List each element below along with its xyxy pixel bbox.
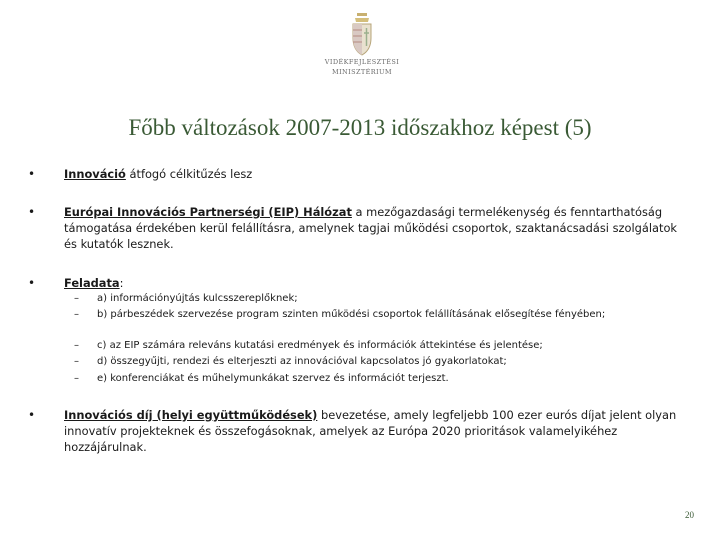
bullet-icon: • bbox=[28, 205, 36, 219]
bullet-text bbox=[64, 275, 688, 291]
bullet-body: átfogó célkitűzés lesz bbox=[125, 167, 253, 181]
sub-item-text: b) párbeszédek szervezése program szinten működési csoportok felállításának elősegítése fényében; bbox=[97, 309, 606, 320]
sub-item-text: a) információnyújtás kulcsszereplőknek; bbox=[97, 293, 298, 304]
bullet-term: Európai Innovációs Partnerségi (EIP) Hálózat bbox=[64, 205, 352, 219]
sub-list-item bbox=[74, 372, 634, 386]
sub-list-item bbox=[74, 292, 634, 306]
sub-item-text: c) az EIP számára releváns kutatási eredmények és információk áttekintése és jelentése; bbox=[97, 340, 543, 351]
bullet-body: a mezőgazdasági termelékenység és fenntarthatóság támogatása érdekében kerül felállításra, amelynek tagjai működési csoportok, szaktanácsadási szolgálatok és kutatók lesznek. bbox=[64, 205, 678, 251]
sub-item-text: e) konferenciákat és műhelymunkákat szervez és információt terjeszt. bbox=[97, 373, 449, 384]
bullet-body: bevezetése, amely legfeljebb 100 ezer eurós díjat jelent olyan innovatív projekteknek és összefogásoknak, amelyek az Európa 2020 prioritások valamelyikéhez hozzájárulnak. bbox=[64, 408, 677, 454]
sub-item-text: d) összegyűjti, rendezi és elterjeszti az innovációval kapcsolatos jó gyakorlatokat; bbox=[97, 356, 507, 367]
bullet-item bbox=[28, 407, 688, 455]
dash-icon: – bbox=[74, 309, 79, 320]
sub-list-item bbox=[74, 339, 634, 353]
sub-list-item bbox=[74, 308, 634, 322]
bullet-text bbox=[64, 204, 688, 252]
logo-line1: VIDÉKFEJLESZTÉSI bbox=[324, 58, 400, 66]
bullet-item bbox=[28, 275, 688, 291]
sub-list-item bbox=[74, 355, 634, 369]
bullet-text bbox=[64, 407, 688, 455]
bullet-icon: • bbox=[28, 408, 36, 422]
bullet-term: Innovációs díj (helyi együttműködések) bbox=[64, 408, 318, 422]
dash-icon: – bbox=[74, 340, 79, 351]
dash-icon: – bbox=[74, 293, 79, 304]
page-number: 20 bbox=[685, 510, 694, 520]
dash-icon: – bbox=[74, 373, 79, 384]
dash-icon: – bbox=[74, 356, 79, 367]
bullet-text bbox=[64, 166, 688, 182]
coat-of-arms-icon bbox=[349, 12, 375, 56]
ministry-logo bbox=[322, 12, 402, 84]
bullet-icon: • bbox=[28, 276, 36, 290]
bullet-item bbox=[28, 204, 688, 252]
bullet-item bbox=[28, 166, 688, 182]
logo-line2: MINISZTÉRIUM bbox=[332, 68, 392, 76]
slide-title: Főbb változások 2007-2013 időszakhoz képest (5) bbox=[128, 115, 592, 140]
bullet-term: Innováció bbox=[64, 167, 126, 181]
bullet-body: : bbox=[119, 276, 124, 290]
bullet-term: Feladata bbox=[64, 276, 120, 290]
bullet-icon: • bbox=[28, 167, 36, 181]
